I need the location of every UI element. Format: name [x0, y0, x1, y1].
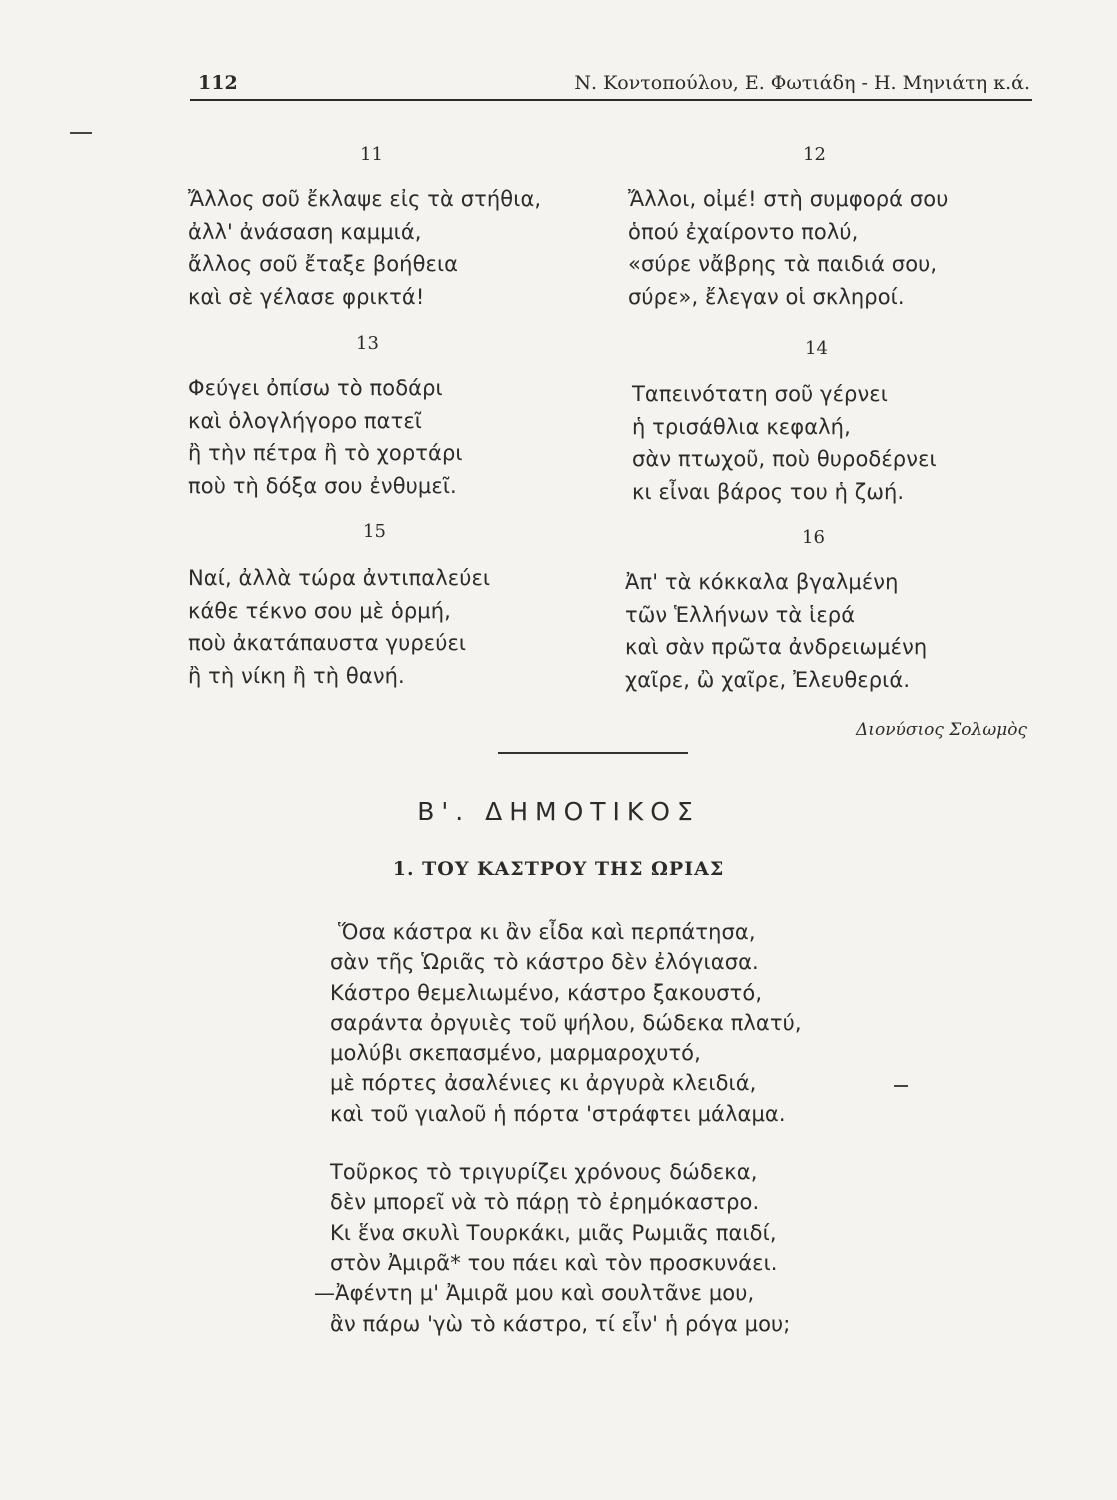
verse-line: δὲν μπορεῖ νὰ τὸ πάρῃ τὸ ἐρημόκαστρο. — [330, 1190, 760, 1215]
verse-line: Φεύγει ὀπίσω τὸ ποδάρι — [188, 376, 443, 400]
header-rule — [190, 99, 1032, 101]
verse-line: χαῖρε, ὢ χαῖρε, Ἐλευθεριά. — [625, 667, 911, 692]
running-header — [198, 70, 1030, 102]
verse-line: ἢ τὴν πέτρα ἢ τὸ χορτάρι — [188, 441, 463, 465]
verse-line: σύρε», ἔλεγαν οἱ σκληροί. — [628, 284, 905, 309]
verse-line: Ἄλλοι, οἰμέ! στὴ συμφορά σου — [628, 187, 949, 211]
verse-line: καὶ ὁλογλήγορο πατεῖ — [188, 408, 423, 433]
verse-line: τῶν Ἑλλήνων τὰ ἱερά — [625, 602, 856, 627]
verse-line: ποὺ τὴ δόξα σου ἐνθυμεῖ. — [188, 473, 457, 498]
verse-line: ποὺ ἀκατάπαυστα γυρεύει — [188, 631, 467, 655]
verse-line: μὲ πόρτες ἀσαλένιες κι ἀργυρὰ κλειδιά, — [330, 1071, 757, 1096]
stanza-number: 16 — [802, 527, 825, 548]
verse-line: «σύρε νἄβρης τὰ παιδιά σου, — [628, 252, 938, 276]
verse-line: καὶ σὲ γέλασε φρικτά! — [188, 284, 425, 309]
stanza-14 — [632, 378, 937, 508]
running-title: Ν. Κοντοπούλου, Ε. Φωτιάδη - Η. Μηνιάτη κ.ά. — [574, 72, 1030, 94]
scan-mark — [70, 132, 92, 134]
verse-line: Κι ἕνα σκυλὶ Τουρκάκι, μιᾶς Ρωμιᾶς παιδί, — [330, 1220, 777, 1245]
verse-line: ὁπού ἐχαίροντο πολύ, — [628, 219, 859, 244]
stanza-13 — [188, 372, 463, 502]
verse-line: Ἀπ' τὰ κόκκαλα βγαλμένη — [625, 570, 899, 594]
section-divider — [498, 752, 688, 754]
verse-line: σὰν πτωχοῦ, ποὺ θυροδέρνει — [632, 447, 937, 471]
verse-line: ἡ τρισάθλια κεφαλή, — [632, 414, 851, 439]
verse-line: μολύβι σκεπασμένο, μαρμαροχυτό, — [330, 1041, 701, 1066]
verse-line: Ταπεινότατη σοῦ γέρνει — [632, 382, 888, 406]
verse-line: κι εἶναι βάρος του ἡ ζωή. — [632, 479, 905, 504]
stanza-number: 14 — [805, 338, 828, 359]
verse-line: σαράντα ὀργυιὲς τοῦ ψήλου, δώδεκα πλατύ, — [330, 1010, 802, 1035]
verse-line: ἢ τὴ νίκη ἢ τὴ θανή. — [188, 663, 405, 688]
verse-line: Τοῦρκος τὸ τριγυρίζει χρόνους δώδεκα, — [330, 1160, 758, 1185]
poem-stanza-1 — [330, 917, 802, 1129]
verse-line: ἀλλ' ἀνάσαση καμμιά, — [188, 219, 422, 244]
stanza-11 — [188, 183, 541, 313]
verse-line: Ἄλλος σοῦ ἔκλαψε εἰς τὰ στήθια, — [188, 187, 542, 211]
verse-line: ἂν πάρω 'γὼ τὸ κάστρο, τί εἶν' ἡ ρόγα μου; — [330, 1311, 791, 1336]
verse-line: Ναί, ἀλλὰ τώρα ἀντιπαλεύει — [188, 566, 491, 590]
verse-line: —Ἀφέντη μ' Ἀμιρᾶ μου καὶ σουλτᾶνε μου, — [314, 1281, 755, 1306]
stanza-number: 11 — [360, 144, 383, 165]
stanza-number: 13 — [356, 333, 379, 354]
verse-line: καὶ τοῦ γιαλοῦ ἡ πόρτα 'στράφτει μάλαμα. — [330, 1101, 786, 1126]
page-number: 112 — [198, 72, 238, 94]
poem-body — [314, 917, 802, 1339]
poet-signature: Διονύσιος Σολωμὸς — [856, 720, 1027, 740]
verse-line: ἄλλος σοῦ ἔταξε βοήθεια — [188, 252, 459, 276]
verse-line: Κάστρο θεμελιωμένο, κάστρο ξακουστό, — [330, 980, 763, 1005]
verse-line: καὶ σὰν πρῶτα ἀνδρειωμένη — [625, 635, 928, 659]
stanza-15 — [188, 562, 490, 692]
section-title: Β'. ΔΗΜΟΤΙΚΟΣ — [417, 797, 700, 826]
stanza-number: 12 — [803, 144, 826, 165]
verse-line: κάθε τέκνο σου μὲ ὁρμή, — [188, 598, 451, 623]
verse-line: σὰν τῆς Ὡριᾶς τὸ κάστρο δὲν ἐλόγιασα. — [330, 950, 759, 975]
poem-stanza-2 — [314, 1157, 802, 1339]
stanza-number: 15 — [363, 521, 386, 542]
scan-mark — [894, 1085, 908, 1087]
stanza-12 — [628, 183, 949, 313]
poem-title: 1. ΤΟΥ ΚΑΣΤΡΟΥ ΤΗΣ ΩΡΙΑΣ — [392, 858, 725, 880]
verse-line: στὸν Ἀμιρᾶ* του πάει καὶ τὸν προσκυνάει. — [330, 1250, 778, 1275]
stanza-16 — [625, 566, 927, 696]
verse-line: Ὅσα κάστρα κι ἂν εἶδα καὶ περπάτησα, — [338, 920, 756, 944]
